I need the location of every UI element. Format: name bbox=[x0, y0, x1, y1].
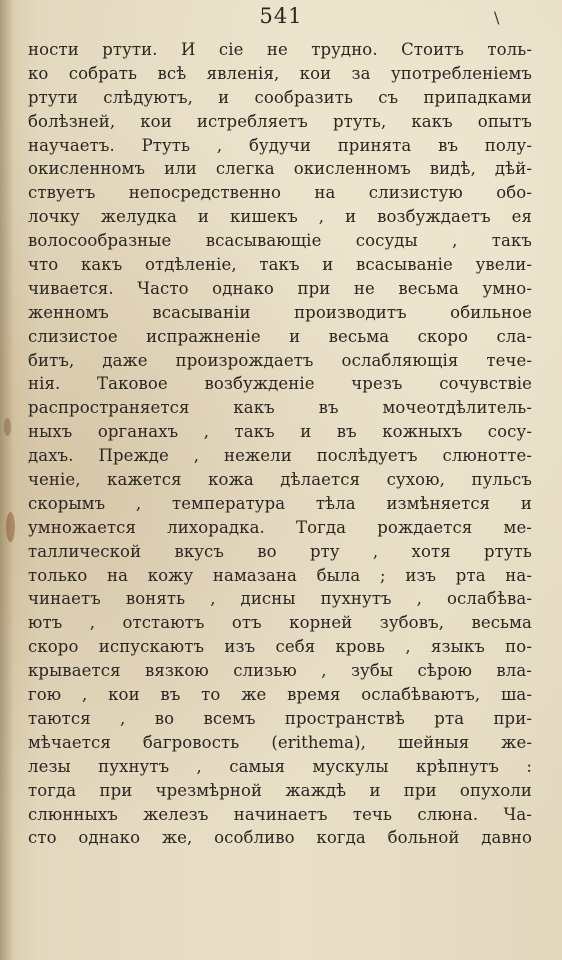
text-line: мѣчается багровость (erithema), шейныя же- bbox=[28, 732, 532, 752]
text-line: нія. Таковое возбужденіе чрезъ сочувствіе bbox=[28, 374, 532, 394]
text-line: лезы пухнутъ , самыя мускулы крѣпнутъ : bbox=[28, 756, 532, 776]
text-line: дахъ. Прежде , нежели послѣдуетъ слюнотте- bbox=[28, 446, 532, 466]
text-line: научаетъ. Ртуть , будучи принята въ полу- bbox=[28, 135, 532, 155]
body-text bbox=[28, 38, 532, 850]
text-line: лочку желудка и кишекъ , и возбуждаетъ ея bbox=[28, 207, 532, 227]
text-line: ртути слѣдуютъ, и сообразить съ припадками bbox=[28, 87, 532, 107]
text-line: женномъ всасываніи производитъ обильное bbox=[28, 302, 532, 322]
text-line: ности ртути. И сіе не трудно. Стоитъ толь- bbox=[28, 40, 532, 59]
text-line: чивается. Часто однако при не весьма умно- bbox=[28, 278, 532, 298]
page-number: 541 bbox=[259, 4, 303, 28]
text-line: гою , кои въ то же время ослабѣваютъ, ша- bbox=[28, 685, 532, 705]
text-line: болѣзней, кои истребляетъ ртуть, какъ опытъ bbox=[28, 111, 532, 131]
text-line: распространяется какъ въ мочеотдѣлитель- bbox=[28, 398, 532, 418]
text-line: крывается вязкою слизью , зубы сѣрою вла- bbox=[28, 661, 532, 681]
text-line: тогда при чрезмѣрной жаждѣ и при опухоли bbox=[28, 780, 532, 800]
text-line: сто однако же, особливо когда больной давно bbox=[28, 828, 532, 848]
text-line: ствуетъ непосредственно на слизистую обо- bbox=[28, 183, 532, 203]
text-line: ченіе, кажется кожа дѣлается сухою, пульсъ bbox=[28, 470, 532, 490]
text-line: что какъ отдѣленіе, такъ и всасываніе увели- bbox=[28, 255, 532, 275]
text-line: ютъ , отстаютъ отъ корней зубовъ, весьма bbox=[28, 613, 532, 633]
text-line: чинаетъ вонять , дисны пухнутъ , ослабѣва- bbox=[28, 589, 532, 609]
paper-stain bbox=[4, 418, 11, 436]
text-line: ныхъ органахъ , такъ и въ кожныхъ сосу- bbox=[28, 422, 532, 442]
text-line: скорымъ , температура тѣла измѣняется и bbox=[28, 493, 532, 513]
text-line: скоро испускаютъ изъ себя кровь , языкъ по- bbox=[28, 637, 532, 657]
text-line: только на кожу намазана была ; изъ рта на- bbox=[28, 565, 532, 585]
text-line: слюнныхъ железъ начинаетъ течь слюна. Ча- bbox=[28, 804, 532, 824]
text-line: слизистое испражненіе и весьма скоро сла- bbox=[28, 326, 532, 346]
text-line: волосообразные всасывающіе сосуды , такъ bbox=[28, 231, 532, 251]
text-line: таллической вкусъ во рту , хотя ртуть bbox=[28, 541, 532, 561]
binding-shadow bbox=[0, 0, 14, 960]
text-line: окисленномъ или слегка окисленномъ видѣ, дѣй- bbox=[28, 159, 532, 179]
text-line: умножается лихорадка. Тогда рождается ме- bbox=[28, 517, 532, 537]
text-line: ко собрать всѣ явленія, кои за употребленіемъ bbox=[28, 63, 532, 83]
text-line: таются , во всемъ пространствѣ рта при- bbox=[28, 708, 532, 728]
corner-mark: \ bbox=[494, 8, 500, 27]
text-line: битъ, даже произрождаетъ ослабляющія тече- bbox=[28, 350, 532, 370]
paper-stain bbox=[6, 512, 15, 542]
